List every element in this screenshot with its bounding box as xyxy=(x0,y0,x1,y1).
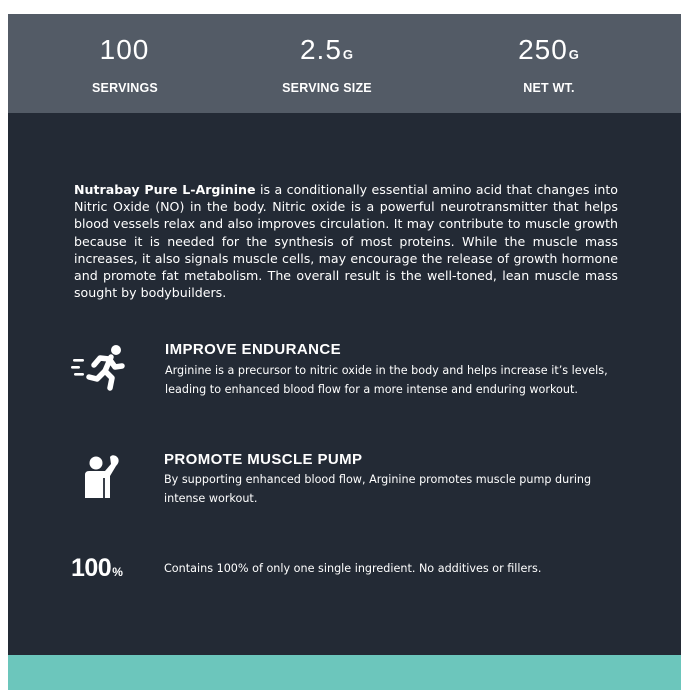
purity-badge-suffix: % xyxy=(112,565,123,579)
purity-badge xyxy=(71,554,123,583)
accent-strip xyxy=(8,655,681,690)
product-description-text: is a conditionally essential amino acid that changes into Nitric Oxide (NO) in the body. Nitric oxide is a powerful neurotransmitter that helps blood vessels relax and also improves circulation. It may contribute to muscle growth because it is needed for the synthesis of most proteins. While the muscle mass increases, it also signals muscle cells, may encourage the release of growth hormone and promote fat metabolism. The overall result is the well-toned, lean muscle mass sought by bodybuilders. xyxy=(74,182,618,301)
stat-label: SERVINGS xyxy=(92,81,158,95)
stat-serving-size xyxy=(227,34,427,95)
stat-unit: G xyxy=(342,47,355,62)
feature-desc-endurance xyxy=(165,361,645,399)
purity-badge-number: 100 xyxy=(71,554,112,582)
stat-number: 100 xyxy=(99,34,150,65)
feature-desc-line: intense workout. xyxy=(164,492,258,505)
stat-value xyxy=(227,34,427,71)
feature-desc-line: leading to enhanced blood flow for a more intense and enduring workout. xyxy=(165,383,578,396)
feature-title-muscle-pump: PROMOTE MUSCLE PUMP xyxy=(164,451,363,468)
stats-bar xyxy=(8,14,681,113)
stat-value xyxy=(449,34,649,71)
running-person-icon xyxy=(70,344,130,396)
product-description xyxy=(74,181,618,301)
feature-desc-muscle-pump xyxy=(164,470,644,508)
feature-desc-line: By supporting enhanced blood flow, Arginine promotes muscle pump during xyxy=(164,473,592,486)
stat-value xyxy=(25,34,225,71)
stat-number: 2.5 xyxy=(299,34,342,65)
feature-title-endurance: IMPROVE ENDURANCE xyxy=(165,341,341,358)
product-info-panel xyxy=(8,14,681,690)
feature-desc-line: Arginine is a precursor to nitric oxide in the body and helps increase it’s levels, xyxy=(165,364,608,377)
stat-servings xyxy=(25,34,225,95)
stat-label: SERVING SIZE xyxy=(282,81,372,95)
flexing-arm-person-icon xyxy=(80,454,124,506)
stat-number: 250 xyxy=(518,34,568,65)
feature-desc-purity: Contains 100% of only one single ingredient. No additives or fillers. xyxy=(164,562,542,575)
stat-unit: G xyxy=(568,47,580,62)
stat-label: NET WT. xyxy=(523,81,575,95)
stat-net-weight xyxy=(449,34,649,95)
product-brand-name: Nutrabay Pure L-Arginine xyxy=(74,182,256,197)
